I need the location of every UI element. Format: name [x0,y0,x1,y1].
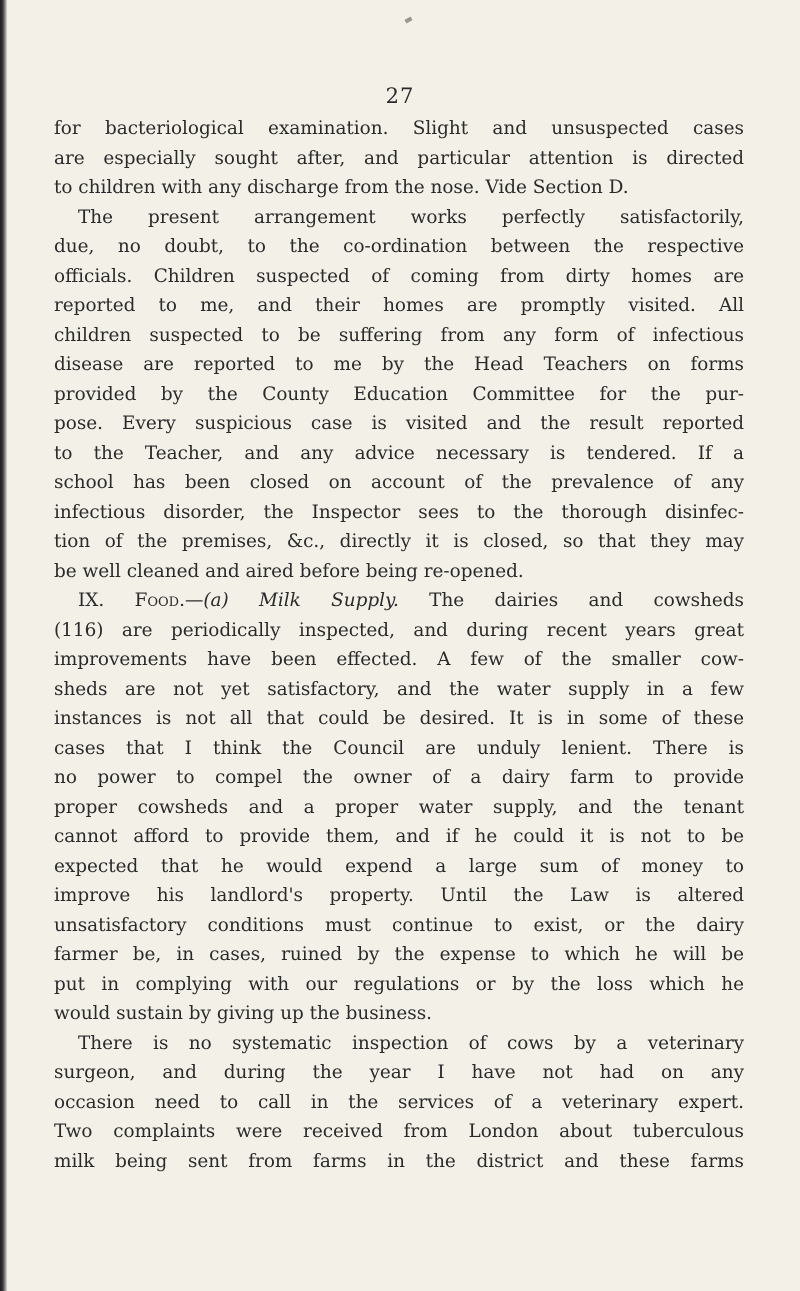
text-line: unsatisfactory conditions must continue to exist, or the dairy [54,914,744,936]
page-number: 27 [385,84,415,108]
text-line: instances is not all that could be desired. It is in some of these [54,708,744,729]
text-line: for bacteriological examination. Slight and unsuspected cases [54,118,744,139]
section-numeral: IX. [78,590,105,611]
text-line: to children with any discharge from the nose. Vide Section D. [54,177,629,198]
text-line: officials. Children suspected of coming from dirty homes are [54,265,744,287]
text-line: cannot afford to provide them, and if he could it is not to be [54,826,744,847]
text-line: school has been closed on account of the prevalence of any [54,472,744,493]
text-line: milk being sent from farms in the district and these farms [54,1150,744,1172]
text-line: due, no doubt, to the co-ordination between the respective [54,236,744,257]
text-line: are especially sought after, and particular attention is directed [54,147,744,169]
text-line: reported to me, and their homes are promptly visited. All [54,295,744,316]
page-binding-edge [0,0,7,1291]
text-line: occasion need to call in the services of a veterinary expert. [54,1091,744,1113]
body-text [54,114,744,1176]
text-line: disease are reported to me by the Head Teachers on forms [54,354,744,375]
text-line: improve his landlord's property. Until the Law is altered [54,885,744,906]
text-line: would sustain by giving up the business. [54,1003,433,1024]
text-line: infectious disorder, the Inspector sees to the thorough disinfec- [54,501,744,523]
text-line: cases that I think the Council are unduly lenient. There is [54,737,744,759]
text-line: farmer be, in cases, ruined by the expense to which he will be [54,944,744,965]
text-line: no power to compel the owner of a dairy farm to provide [54,767,744,788]
text-line: children suspected to be suffering from any form of infectious [54,324,744,346]
text-line: The present arrangement works perfectly satisfactorily, [78,206,744,228]
text-line: expected that he would expend a large sum of money to [54,855,744,877]
text-line: pose. Every suspicious case is visited and the result reported [54,413,744,434]
section-ix-heading-line [54,586,744,616]
text-line: tion of the premises, &c., directly it is closed, so that they may [54,531,744,552]
section-line-text: The dairies and cowsheds [398,590,744,611]
section-dash: — [184,590,204,611]
subsection-title: Milk Supply. [259,590,399,611]
text-line: (116) are periodically inspected, and during recent years great [54,619,744,641]
text-line: put in complying with our regulations or by the loss which he [54,973,744,995]
text-line: provided by the County Education Committee for the pur- [54,383,744,405]
subsection-letter: (a) [203,590,229,611]
text-line: Two complaints were received from London about tuberculous [54,1121,744,1142]
text-line: improvements have been effected. A few of the smaller cow- [54,649,744,670]
text-line: surgeon, and during the year I have not had on any [54,1062,744,1083]
text-line: sheds are not yet satisfactory, and the water supply in a few [54,678,744,700]
text-line: to the Teacher, and any advice necessary is tendered. If a [54,442,744,464]
text-line: There is no systematic inspection of cows by a veterinary [78,1032,744,1054]
section-heading: Food. [134,590,185,611]
text-line: proper cowsheds and a proper water supply, and the tenant [54,796,744,818]
print-mark [404,17,412,24]
text-line: be well cleaned and aired before being re-opened. [54,560,524,582]
